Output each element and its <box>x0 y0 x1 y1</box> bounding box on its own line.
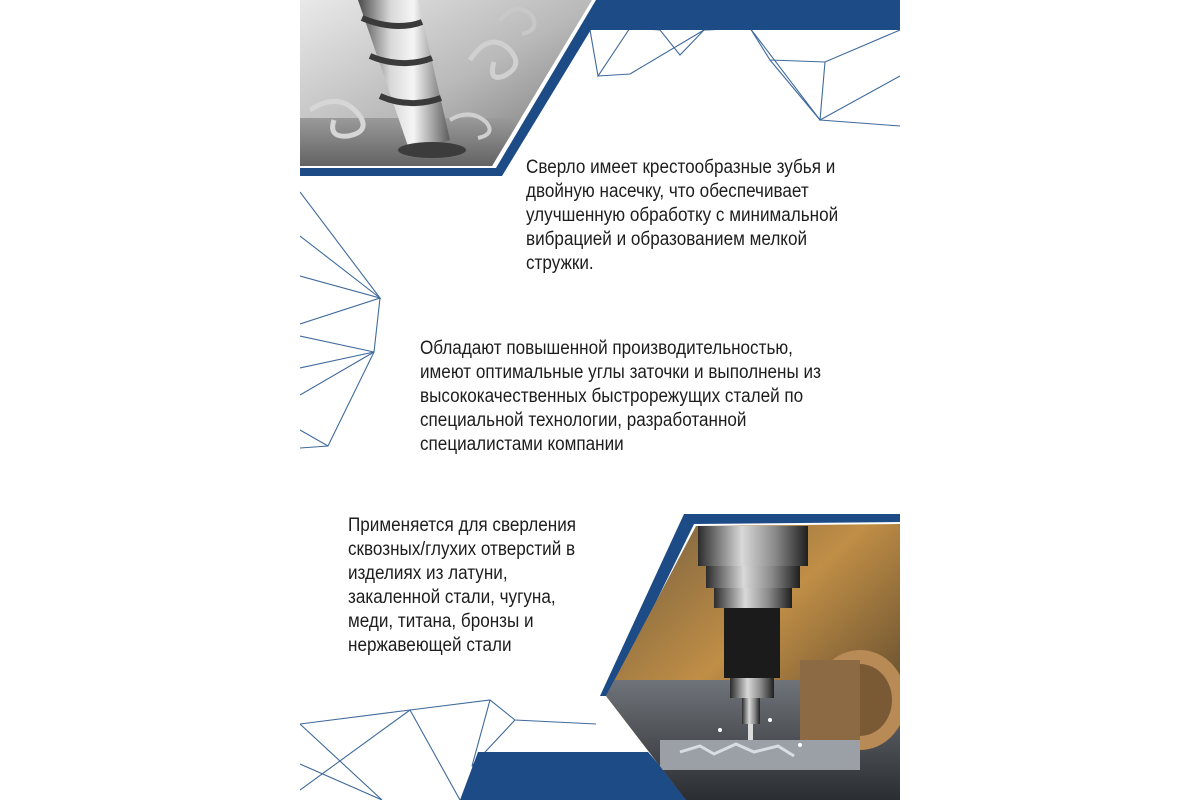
text-block-drill-teeth: Сверло имеет крестообразные зубья и двойную насечку, что обеспечивает улучшенную обработку с минимальной вибрацией и образованием мелкой стружки. <box>526 157 839 274</box>
product-info-page <box>300 0 900 800</box>
text-block-applications: Применяется для сверления сквозных/глухих отверстий в изделиях из латуни, закаленной стали, чугуна, меди, титана, бронзы и нержавеющей стали <box>348 515 577 656</box>
text-block-performance: Обладают повышенной производительностью, имеют оптимальные углы заточки и выполнены из высококачественных быстрорежущих сталей по специальной технологии, разработанной специалистами компании <box>420 338 821 455</box>
